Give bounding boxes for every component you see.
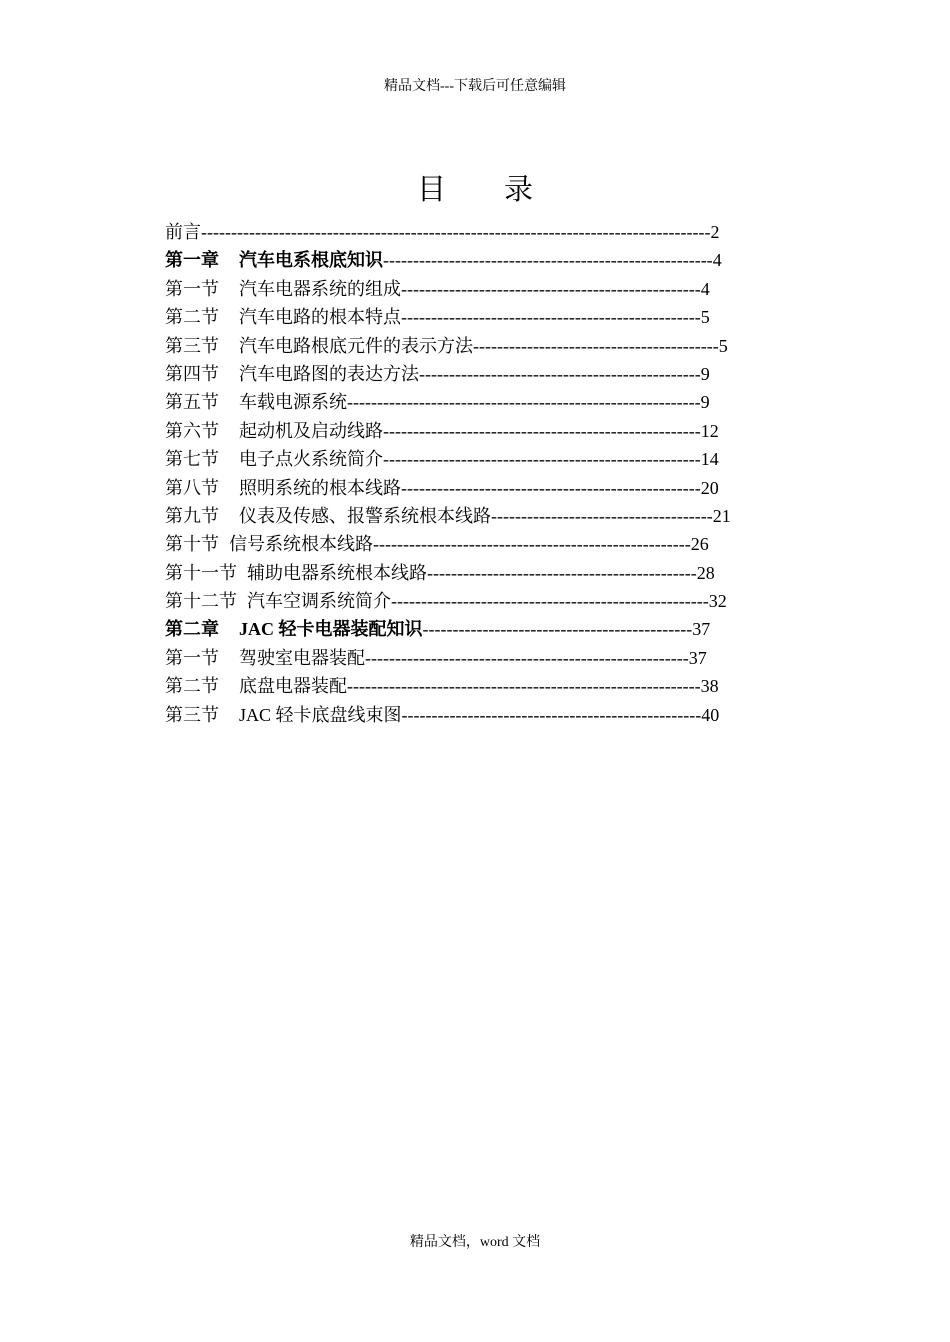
page-footer: 精品文档，word 文档 <box>409 1235 541 1250</box>
toc-entry-page: 5 <box>718 335 728 356</box>
toc-entry-number: 第二节 <box>165 676 219 697</box>
title-char-2: 录 <box>504 174 534 206</box>
toc-entry-title: 汽车空调系统简介 <box>247 591 391 612</box>
toc-entry-number: 第十二节 <box>165 591 237 612</box>
toc-entry-leader: -------------------------------------------------- <box>401 307 701 328</box>
toc-entry-page: 4 <box>712 250 722 271</box>
toc-entry[interactable] <box>165 445 765 473</box>
toc-entry-leader: ------------------------------------------------------------------------------------- <box>201 222 711 242</box>
toc-entry-page: 38 <box>700 676 719 697</box>
toc-entry[interactable] <box>165 360 765 388</box>
toc-entry-number: 第三节 <box>165 704 219 725</box>
toc-entry-page: 37 <box>688 647 707 668</box>
toc-entry-leader: ------------------------------------------------------ <box>365 647 689 668</box>
toc-entry-page: 40 <box>701 704 720 725</box>
toc-entry-number: 第三节 <box>165 335 219 356</box>
toc-entry-leader: --------------------------------------------- <box>422 619 693 640</box>
toc-entry-number: 第六节 <box>165 420 219 441</box>
toc-entry-page: 28 <box>696 562 715 583</box>
toc-entry[interactable] <box>165 218 765 246</box>
toc-entry[interactable] <box>165 332 765 360</box>
toc-entry-leader: -------------------------------------------------- <box>401 278 701 299</box>
toc-entry-title: 驾驶室电器装配 <box>239 647 365 668</box>
toc-entry-number: 第八节 <box>165 477 219 498</box>
toc-entry[interactable] <box>165 388 765 416</box>
toc-title <box>0 172 950 208</box>
toc-entry-leader: ----------------------------------------------------- <box>383 449 701 470</box>
toc-entry-number: 第九节 <box>165 505 219 526</box>
toc-entry-number: 第一节 <box>165 278 219 299</box>
toc-entry-leader: -------------------------------------------------- <box>401 704 702 725</box>
toc-entry-page: 26 <box>690 534 709 555</box>
toc-entry-page: 21 <box>712 505 731 526</box>
toc-entry-page: 14 <box>700 449 719 470</box>
toc-chapter-entry[interactable] <box>165 246 765 274</box>
toc-entry-page: 5 <box>700 307 710 328</box>
table-of-contents <box>165 218 765 729</box>
toc-entry-page: 4 <box>700 278 710 299</box>
toc-entry[interactable] <box>165 672 765 700</box>
toc-entry-leader: ----------------------------------------- <box>473 335 719 356</box>
toc-entry-title: 汽车电路根底元件的表示方法 <box>239 335 473 356</box>
toc-entry-number: 第四节 <box>165 363 219 384</box>
toc-entry[interactable] <box>165 701 765 729</box>
toc-entry-title: 底盘电器装配 <box>239 676 347 697</box>
toc-entry-number: 第一章 <box>165 250 219 271</box>
toc-entry[interactable] <box>165 275 765 303</box>
toc-entry-number: 第一节 <box>165 647 219 668</box>
toc-entry-page: 2 <box>710 222 720 242</box>
toc-entry[interactable] <box>165 417 765 445</box>
toc-entry[interactable] <box>165 530 765 558</box>
toc-entry-title: 汽车电路图的表达方法 <box>239 363 419 384</box>
toc-entry-title: 汽车电路的根本特点 <box>239 307 401 328</box>
toc-entry[interactable] <box>165 644 765 672</box>
toc-entry-leader: ----------------------------------------------------- <box>383 420 701 441</box>
toc-entry-title: 电子点火系统简介 <box>239 449 383 470</box>
toc-entry-leader: ------------------------------------------------------- <box>383 250 713 271</box>
toc-entry-title: 汽车电器系统的组成 <box>239 278 401 299</box>
toc-entry-page: 37 <box>692 619 711 640</box>
toc-entry[interactable] <box>165 559 765 587</box>
toc-entry-page: 9 <box>700 363 710 384</box>
toc-entry-title: JAC 轻卡电器装配知识 <box>239 619 423 640</box>
toc-entry-title: 照明系统的根本线路 <box>239 477 401 498</box>
toc-entry-title: 信号系统根本线路 <box>229 534 373 555</box>
toc-entry-number: 第十节 <box>165 534 219 555</box>
toc-entry-title: 车载电源系统 <box>239 392 347 413</box>
toc-entry-title: 辅助电器系统根本线路 <box>247 562 427 583</box>
toc-entry-title: 汽车电系根底知识 <box>239 250 383 271</box>
toc-entry-leader: -------------------------------------------------- <box>401 477 701 498</box>
toc-entry-title: 仪表及传感、报警系统根本线路 <box>239 505 491 526</box>
toc-entry-page: 32 <box>708 591 727 612</box>
toc-entry[interactable] <box>165 587 765 615</box>
toc-entry-number: 前言 <box>165 222 201 242</box>
toc-entry-leader: ------------------------------------- <box>491 505 713 526</box>
toc-entry-page: 20 <box>700 477 719 498</box>
toc-entry[interactable] <box>165 502 765 530</box>
toc-entry-number: 第十一节 <box>165 562 237 583</box>
toc-entry-leader: ----------------------------------------------------------- <box>347 392 701 413</box>
toc-entry-title: 起动机及启动线路 <box>239 420 383 441</box>
toc-entry-leader: ----------------------------------------------------- <box>391 591 709 612</box>
page-header: 精品文档---下载后可任意编辑 <box>384 79 566 94</box>
toc-entry-number: 第七节 <box>165 449 219 470</box>
toc-entry-page: 9 <box>700 392 710 413</box>
toc-entry-page: 12 <box>700 420 719 441</box>
title-char-1: 目 <box>416 174 446 206</box>
toc-entry-leader: ----------------------------------------------------------- <box>347 676 701 697</box>
toc-entry-leader: ----------------------------------------------- <box>419 363 701 384</box>
toc-entry-number: 第五节 <box>165 392 219 413</box>
toc-entry[interactable] <box>165 474 765 502</box>
toc-entry-leader: --------------------------------------------- <box>427 562 697 583</box>
toc-entry-leader: ----------------------------------------------------- <box>373 534 691 555</box>
toc-entry[interactable] <box>165 303 765 331</box>
toc-entry-title: JAC 轻卡底盘线束图 <box>239 704 402 725</box>
toc-chapter-entry[interactable] <box>165 615 765 643</box>
toc-entry-number: 第二章 <box>165 619 219 640</box>
toc-entry-number: 第二节 <box>165 307 219 328</box>
